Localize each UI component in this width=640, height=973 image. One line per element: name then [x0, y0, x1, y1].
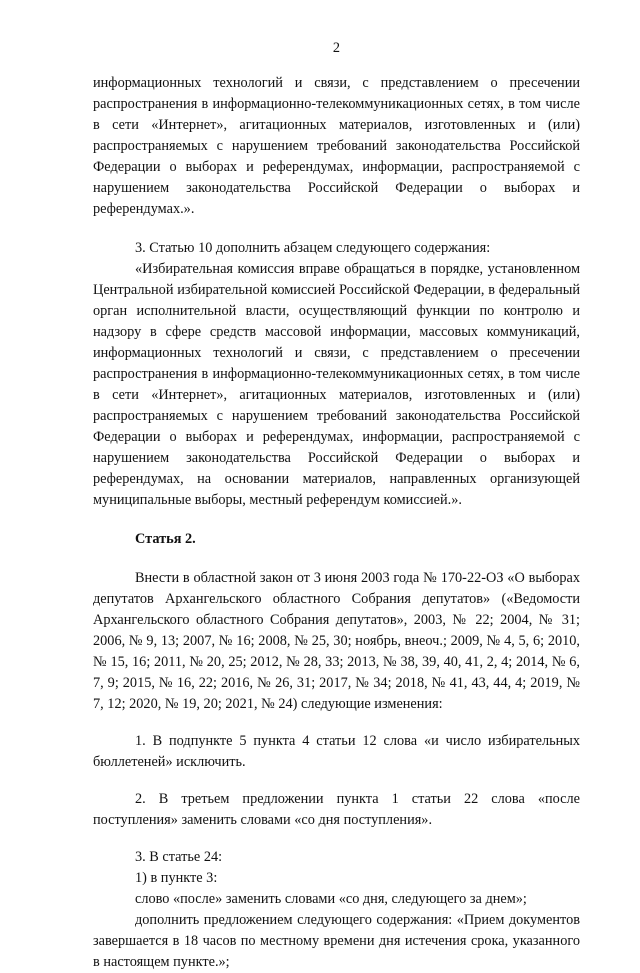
article-heading: Статья 2. [135, 531, 196, 547]
paragraph-subitem-1: 1) в пункте 3: [135, 870, 218, 886]
paragraph-item-3: 3. В статье 24: [135, 849, 223, 865]
paragraph-law-amendments-intro: Внести в областной закон от 3 июня 2003 года № 170-22-ОЗ «О выборах депутатов Архангельского областного Собрания депутатов» («Ведомости Архангельского областного Собрания депутатов», 2003, № 22; 2004, № 31; 2006, № 9, 13; 2007, № 16; 2008, № 25, 30; ноябрь, внеоч.; 2009, № 4, 5, 6; 2010, № 15, 16; 2011, № 20, 25; 2012, № 28, 33; 2013, № 38, 39, 40, 41, 2, 4; 2014, № 6, 7, 9; 2015, № 16, 22; 2016, № 26, 31; 2017, № 34; 2018, № 41, 43, 44, 4; 2019, № 7, 12; 2020, № 19, 20; 2021, № 24) следующие изменения: [93, 570, 580, 712]
paragraph-amendment-article-10: 3. Статью 10 дополнить абзацем следующего содержания: [135, 240, 491, 256]
paragraph-sentence-addition: дополнить предложением следующего содержания: «Прием документов завершается в 18 часов по местному времени дня истечения срока, указанного в настоящем пункте.»; [93, 912, 580, 970]
paragraph-item-1: 1. В подпункте 5 пункта 4 статьи 12 слова «и число избирательных бюллетеней» исключить. [93, 733, 580, 770]
paragraph-continuation: информационных технологий и связи, с представлением о пресечении распространения в информационно-телекоммуникационных сетях, в том числе в сети «Интернет», агитационных материалов, изготовленных и (или) распространяемых с нарушением требований законодательства Российской Федерации о выборах и референдумах, информации, распространяемой с нарушением законодательства Российской Федерации о выборах и референдумах.». [93, 75, 580, 217]
paragraph-item-2: 2. В третьем предложении пункта 1 статьи 22 слова «после поступления» заменить словами «со дня поступления». [93, 791, 580, 828]
paragraph-word-replacement: слово «после» заменить словами «со дня, следующего за днем»; [135, 891, 527, 907]
document-page [93, 38, 580, 973]
page-number: 2 [332, 40, 341, 56]
paragraph-quoted-insertion: «Избирательная комиссия вправе обращаться в порядке, установленном Центральной избирательной комиссией Российской Федерации, в федеральный орган исполнительной власти, осуществляющий функции по контролю и надзору в сфере средств массовой информации, массовых коммуникаций, информационных технологий и связи, с представлением о пресечении распространения в информационно-телекоммуникационных сетях, в том числе в сети «Интернет», агитационных материалов, изготовленных и (или) распространяемых с нарушением требований законодательства Российской Федерации о выборах и референдумах, информации, распространяемой с нарушением законодательства Российской Федерации о выборах и референдумах, на основании материалов, направленных организующей муниципальные выборы, местный референдум комиссией.». [93, 261, 580, 508]
